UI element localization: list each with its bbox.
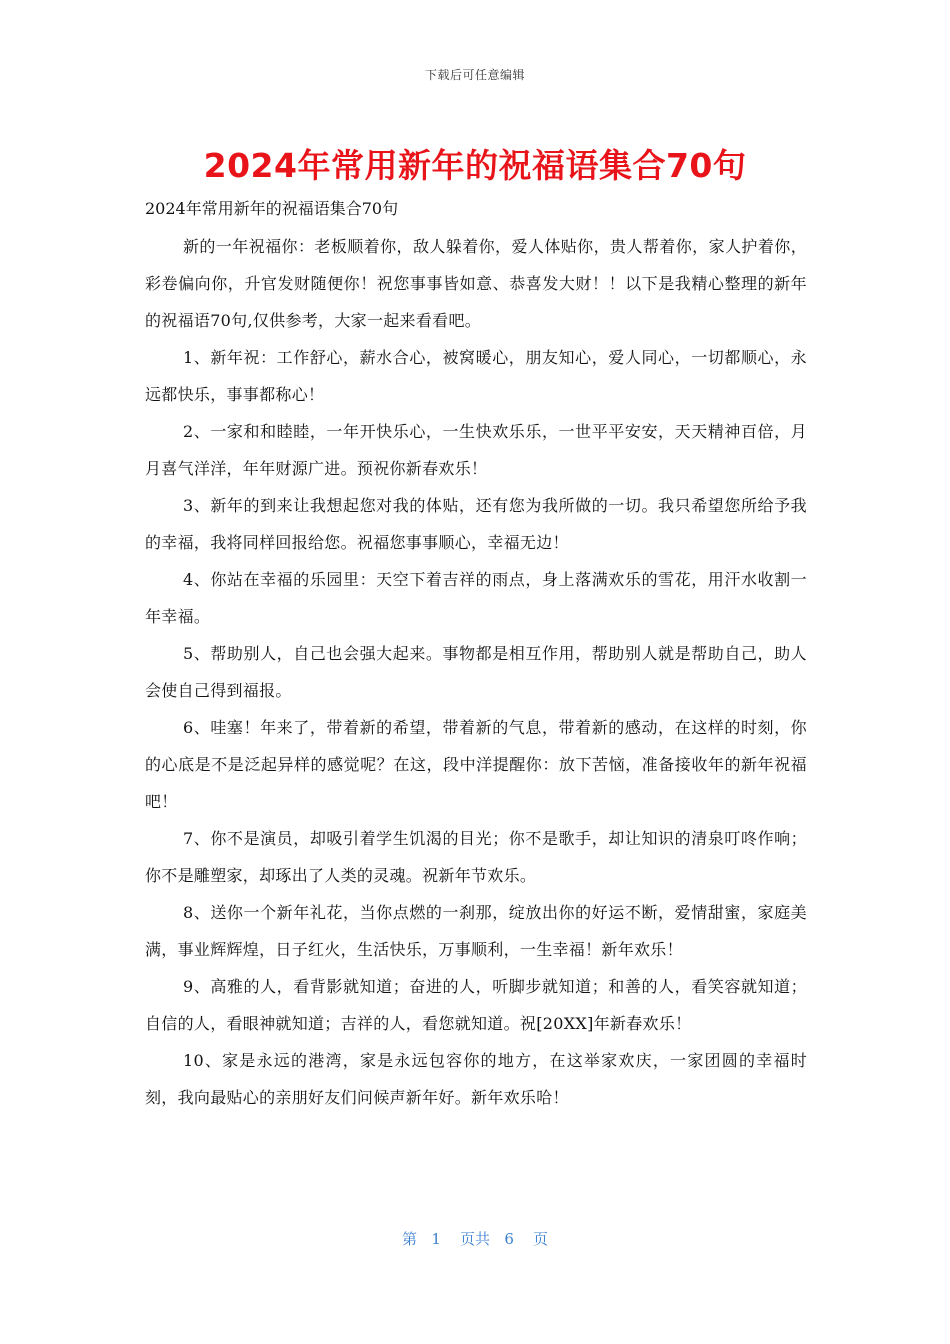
document-body (145, 194, 807, 1116)
document-title: 2024年常用新年的祝福语集合70句 (203, 146, 747, 185)
greeting-paragraph-3: 3、新年的到来让我想起您对我的体贴，还有您为我所做的一切。我只希望您所给予我的幸福，我将同样回报给您。祝福您事事顺心，幸福无边！ (145, 496, 807, 552)
footer-suffix: 页 (532, 1230, 548, 1248)
greeting-paragraph-2: 2、一家和和睦睦，一年开快乐心，一生快欢乐乐，一世平平安安，天天精神百倍，月月喜气洋洋，年年财源广进。预祝你新春欢乐！ (145, 422, 807, 478)
greeting-paragraph-9: 9、高雅的人，看背影就知道；奋进的人，听脚步就知道；和善的人，看笑容就知道；自信的人，看眼神就知道；吉祥的人，看您就知道。祝[20XX]年新春欢乐！ (145, 977, 807, 1033)
intro-paragraph: 新的一年祝福你：老板顺着你，敌人躲着你，爱人体贴你，贵人帮着你，家人护着你，彩卷偏向你，升官发财随便你！祝您事事皆如意、恭喜发大财！！以下是我精心整理的新年的祝福语70句,仅供参考，大家一起来看看吧。 (145, 237, 807, 330)
greeting-paragraph-6: 6、哇塞！年来了，带着新的希望，带着新的气息，带着新的感动，在这样的时刻，你的心底是不是泛起异样的感觉呢？在这，段中洋提醒你：放下苦恼，准备接收年的新年祝福吧！ (145, 718, 807, 811)
greeting-paragraph-7: 7、你不是演员，却吸引着学生饥渴的目光；你不是歌手，却让知识的清泉叮咚作响；你不是雕塑家，却琢出了人类的灵魂。祝新年节欢乐。 (145, 829, 807, 885)
greeting-paragraph-5: 5、帮助别人，自己也会强大起来。事物都是相互作用，帮助别人就是帮助自己，助人会使自己得到福报。 (145, 644, 807, 700)
footer-prefix: 第 (402, 1230, 418, 1248)
footer-page-number: 1 (431, 1230, 441, 1248)
footer-middle: 页共 (459, 1230, 490, 1248)
page-header-note: 下载后可任意编辑 (424, 68, 525, 82)
greeting-paragraph-4: 4、你站在幸福的乐园里：天空下着吉祥的雨点，身上落满欢乐的雪花，用汗水收割一年幸福。 (145, 570, 807, 626)
document-subtitle: 2024年常用新年的祝福语集合70句 (145, 199, 399, 218)
footer-total-pages: 6 (504, 1230, 514, 1248)
greeting-paragraph-1: 1、新年祝：工作舒心，薪水合心，被窝暖心，朋友知心，爱人同心，一切都顺心，永远都快乐，事事都称心！ (145, 348, 807, 404)
greeting-paragraph-8: 8、送你一个新年礼花，当你点燃的一刹那，绽放出你的好运不断，爱情甜蜜，家庭美满，事业辉辉煌，日子红火，生活快乐，万事顺利，一生幸福！新年欢乐！ (145, 903, 807, 959)
page-footer (0, 1228, 950, 1249)
greeting-paragraph-10: 10、家是永远的港湾，家是永远包容你的地方，在这举家欢庆，一家团圆的幸福时刻，我向最贴心的亲朋好友们问候声新年好。新年欢乐哈！ (145, 1051, 807, 1107)
